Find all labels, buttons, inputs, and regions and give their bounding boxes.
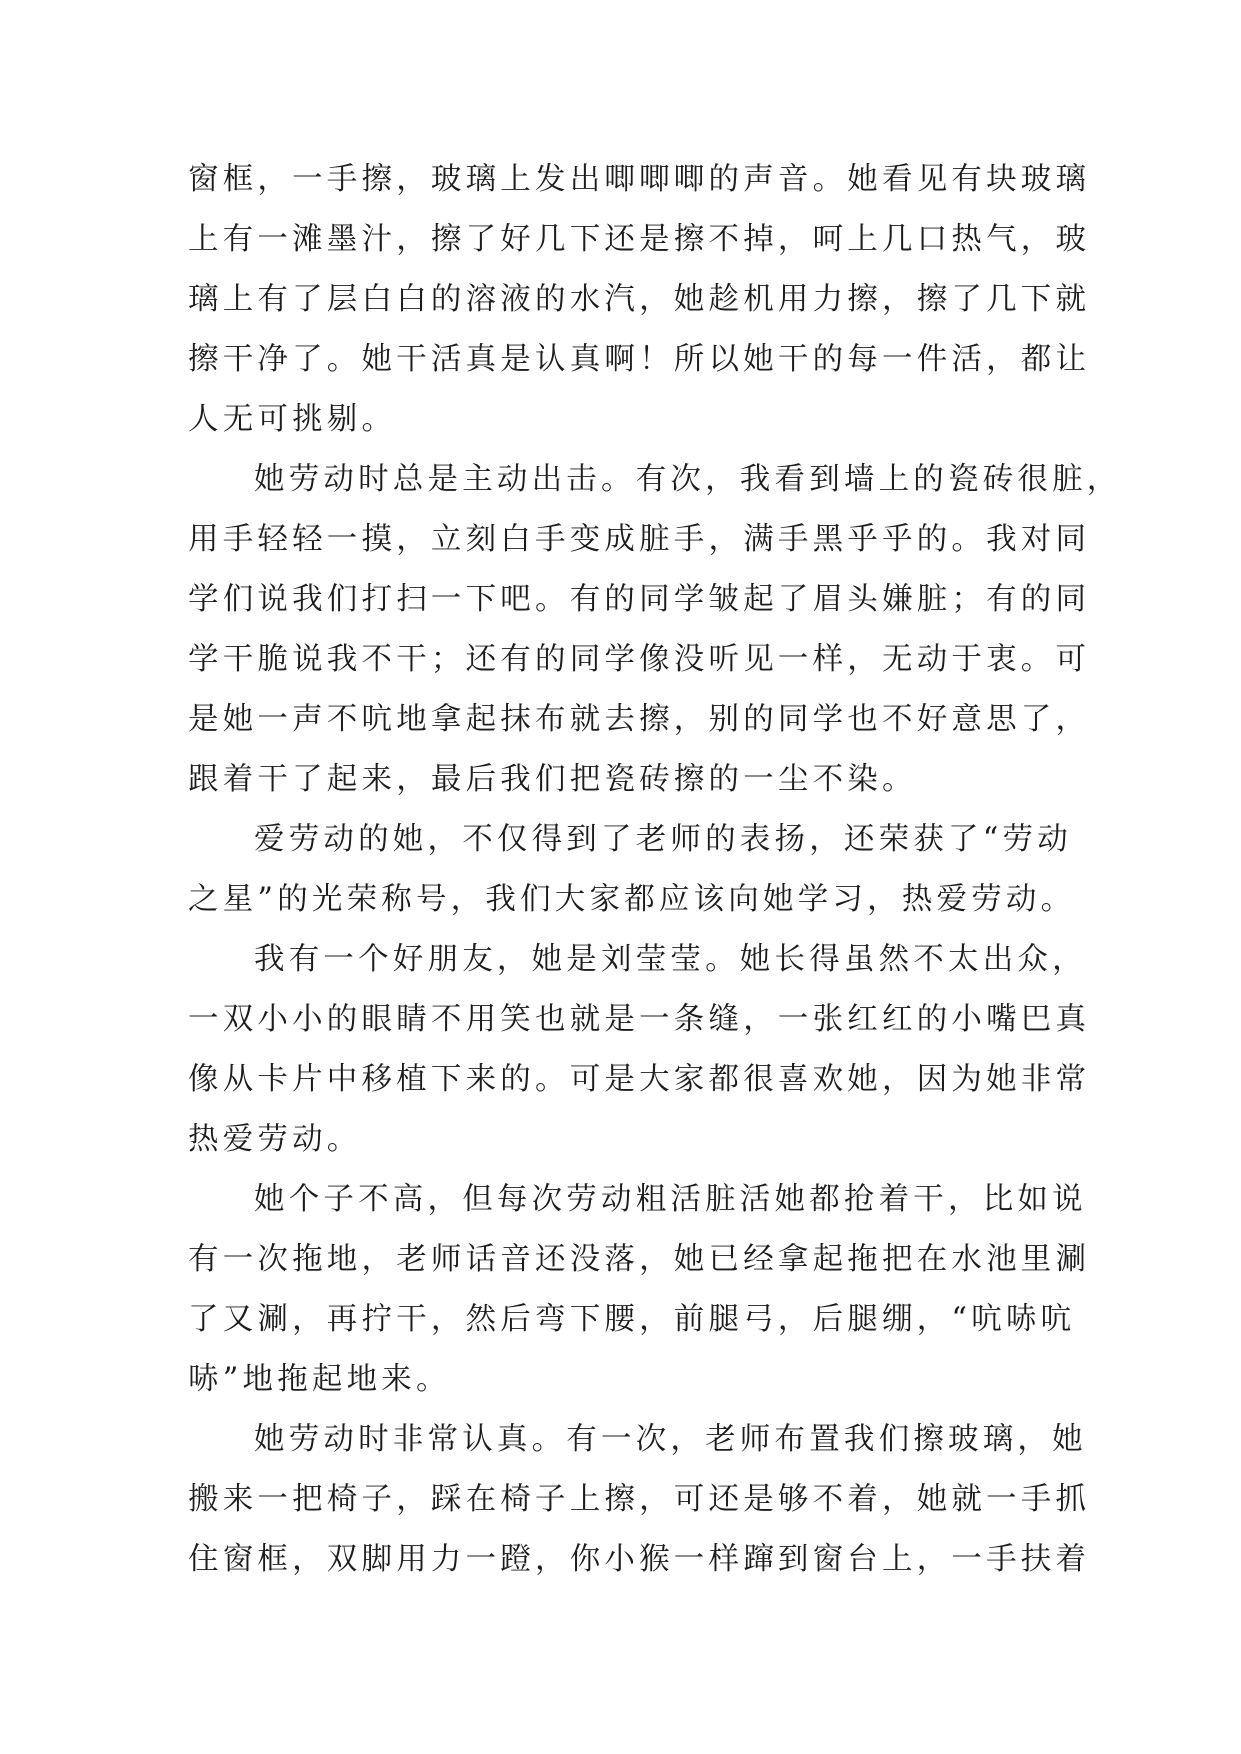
text-line: 她劳动时非常认真。有一次，老师布置我们擦玻璃，她 — [254, 1422, 1087, 1457]
paragraph-4 — [188, 940, 1091, 1180]
text-line: 她劳动时总是主动出击。有次，我看到墙上的瓷砖很脏， — [254, 462, 1122, 497]
paragraph-5 — [188, 1180, 1091, 1420]
text-line: 璃上有了层白白的溶液的水汽，她趁机用力擦，擦了几下就 — [188, 282, 1091, 317]
text-line: 像从卡片中移植下来的。可是大家都很喜欢她，因为她非常 — [188, 1062, 1091, 1097]
text-line: 哧”地拖起地来。 — [188, 1362, 451, 1397]
text-line: 爱劳动的她，不仅得到了老师的表扬，还荣获了“劳动 — [254, 822, 1072, 857]
paragraph-3 — [188, 820, 1076, 940]
paragraph-2 — [188, 460, 1122, 820]
text-line: 了又涮，再拧干，然后弯下腰，前腿弓，后腿绷，“吭哧吭 — [188, 1302, 1076, 1337]
text-line: 住窗框，双脚用力一蹬，你小猴一样蹿到窗台上，一手扶着 — [188, 1542, 1091, 1577]
text-line: 之星”的光荣称号，我们大家都应该向她学习，热爱劳动。 — [188, 882, 1076, 917]
text-line: 人无可挑剔。 — [188, 402, 397, 437]
text-line: 我有一个好朋友，她是刘莹莹。她长得虽然不太出众， — [254, 942, 1087, 977]
document-body — [188, 160, 1122, 1600]
text-line: 学们说我们打扫一下吧。有的同学皱起了眉头嫌脏；有的同 — [188, 582, 1091, 617]
text-line: 跟着干了起来，最后我们把瓷砖擦的一尘不染。 — [188, 762, 917, 797]
text-line: 有一次拖地，老师话音还没落，她已经拿起拖把在水池里涮 — [188, 1242, 1091, 1277]
text-line: 擦干净了。她干活真是认真啊！所以她干的每一件活，都让 — [188, 342, 1091, 377]
text-line: 学干脆说我不干；还有的同学像没听见一样，无动于衷。可 — [188, 642, 1091, 677]
text-line: 是她一声不吭地拿起抹布就去擦，别的同学也不好意思了， — [188, 702, 1091, 737]
text-line: 用手轻轻一摸，立刻白手变成脏手，满手黑乎乎的。我对同 — [188, 522, 1091, 557]
text-line: 搬来一把椅子，踩在椅子上擦，可还是够不着，她就一手抓 — [188, 1482, 1091, 1517]
text-line: 她个子不高，但每次劳动粗活脏活她都抢着干，比如说 — [254, 1182, 1087, 1217]
text-line: 一双小小的眼睛不用笑也就是一条缝，一张红红的小嘴巴真 — [188, 1002, 1091, 1037]
paragraph-6 — [188, 1420, 1091, 1600]
text-line: 热爱劳动。 — [188, 1122, 362, 1157]
text-line: 窗框，一手擦，玻璃上发出唧唧唧的声音。她看见有块玻璃 — [188, 162, 1091, 197]
text-line: 上有一滩墨汁，擦了好几下还是擦不掉，呵上几口热气，玻 — [188, 222, 1091, 257]
paragraph-1 — [188, 160, 1091, 460]
